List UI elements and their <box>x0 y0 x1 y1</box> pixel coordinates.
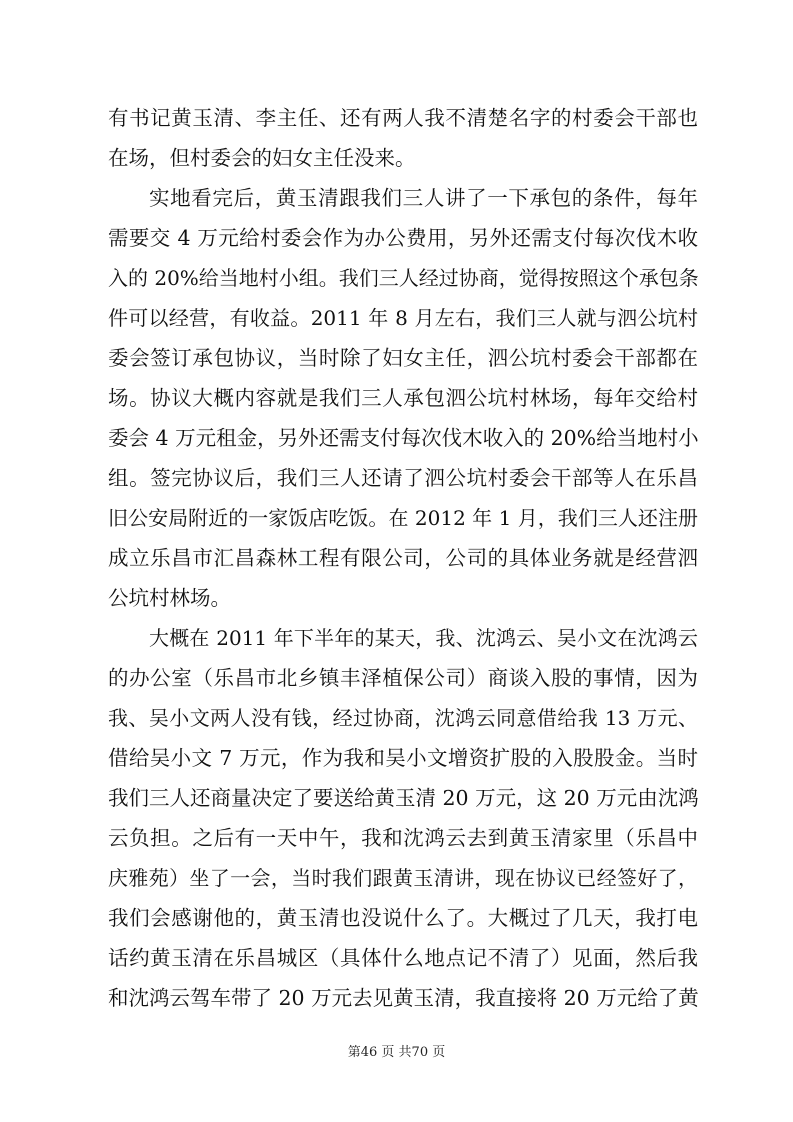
body-text <box>108 98 698 1018</box>
text-line: 我们三人还商量决定了要送给黄玉清 20 万元，这 20 万元由沈鸿 <box>108 786 699 810</box>
text-line: 组。签完协议后，我们三人还请了泗公坑村委会干部等人在乐昌 <box>108 466 698 490</box>
text-line: 话约黄玉清在乐昌城区（具体什么地点记不清了）见面，然后我 <box>108 946 698 970</box>
text-line: 成立乐昌市汇昌森林工程有限公司，公司的具体业务就是经营泗 <box>108 546 698 570</box>
text-line: 我们会感谢他的，黄玉清也没说什么了。大概过了几天，我打电 <box>108 906 698 930</box>
text-line: 公坑村林场。 <box>108 586 231 610</box>
text-line: 大概在 2011 年下半年的某天，我、沈鸿云、吴小文在沈鸿云 <box>149 626 698 650</box>
text-line: 需要交 4 万元给村委会作为办公费用，另外还需支付每次伐木收 <box>108 226 698 250</box>
text-line: 庆雅苑）坐了一会，当时我们跟黄玉清讲，现在协议已经签好了， <box>108 866 698 890</box>
text-line: 借给吴小文 7 万元，作为我和吴小文增资扩股的入股股金。当时 <box>108 746 698 770</box>
text-line: 有书记黄玉清、李主任、还有两人我不清楚名字的村委会干部也 <box>108 106 698 130</box>
page-footer: 第46 页 共70 页 <box>347 1045 446 1060</box>
text-line: 云负担。之后有一天中午，我和沈鸿云去到黄玉清家里（乐昌中 <box>108 826 698 850</box>
text-line: 实地看完后，黄玉清跟我们三人讲了一下承包的条件，每年 <box>149 186 698 210</box>
text-line: 在场，但村委会的妇女主任没来。 <box>108 146 416 170</box>
text-line: 我、吴小文两人没有钱，经过协商，沈鸿云同意借给我 13 万元、 <box>108 706 698 730</box>
text-line: 件可以经营，有收益。2011 年 8 月左右，我们三人就与泗公坑村 <box>108 306 698 330</box>
text-line: 旧公安局附近的一家饭店吃饭。在 2012 年 1 月，我们三人还注册 <box>108 506 698 530</box>
text-line: 和沈鸿云驾车带了 20 万元去见黄玉清，我直接将 20 万元给了黄 <box>108 986 699 1010</box>
text-line: 的办公室（乐昌市北乡镇丰泽植保公司）商谈入股的事情，因为 <box>108 666 698 690</box>
text-line: 入的 20%给当地村小组。我们三人经过协商，觉得按照这个承包条 <box>108 266 699 290</box>
text-line: 委会签订承包协议，当时除了妇女主任，泗公坑村委会干部都在 <box>108 346 698 370</box>
text-line: 场。协议大概内容就是我们三人承包泗公坑村林场，每年交给村 <box>108 386 698 410</box>
text-line: 委会 4 万元租金，另外还需支付每次伐木收入的 20%给当地村小 <box>108 426 699 450</box>
